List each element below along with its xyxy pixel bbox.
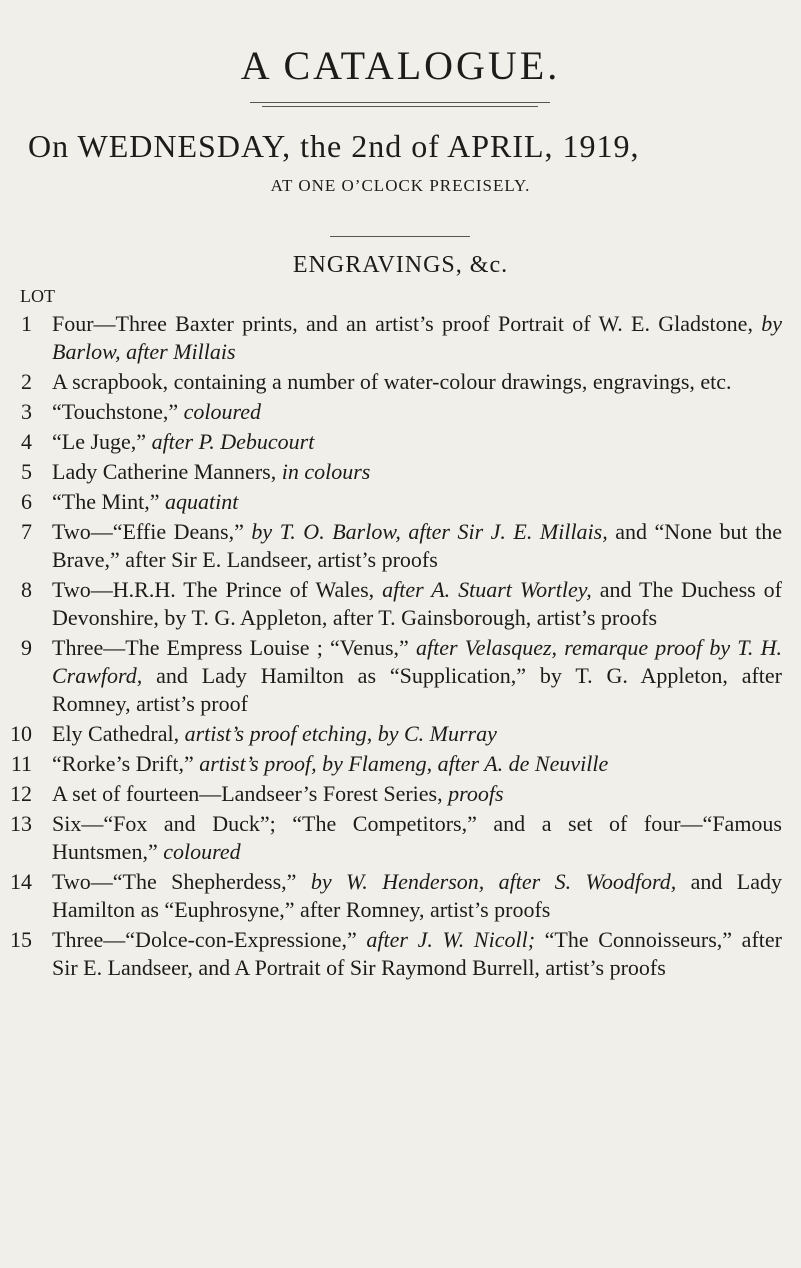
lot-entry	[0, 780, 801, 808]
lot-attribution: by Barlow, after Millais	[52, 311, 782, 364]
lot-text: Three—“Dolce-con-Expressione,”	[52, 927, 367, 952]
sale-date: On WEDNESDAY, the 2nd of APRIL, 1919,	[28, 128, 640, 164]
lot-entry	[0, 926, 801, 982]
lot-text: Six—“Fox and Duck”; “The Competitors,” and a set of four—“Famous Huntsmen,”	[52, 811, 782, 864]
lot-text: Two—“The Shepherdess,”	[52, 869, 311, 894]
lot-description	[52, 780, 782, 808]
lot-entry	[0, 458, 801, 486]
lot-text-continued: and “None but the Brave,” after Sir E. Landseer, artist’s proofs	[52, 519, 782, 572]
lot-attribution: after A. Stuart Wortley,	[382, 577, 592, 602]
lot-attribution: coloured	[163, 839, 241, 864]
lot-entry	[0, 488, 801, 516]
lot-attribution: artist’s proof etching, by C. Murray	[184, 721, 497, 746]
lot-number: 7	[21, 519, 32, 544]
lot-text: Three—The Empress Louise ; “Venus,”	[52, 635, 417, 660]
lot-text: “The Mint,”	[52, 489, 166, 514]
lot-number: 5	[21, 459, 32, 484]
lot-list	[0, 310, 801, 984]
lot-description	[52, 368, 782, 396]
lot-text: A scrapbook, containing a number of water-colour drawings, engravings, etc.	[52, 369, 732, 394]
lot-text-continued: and The Duchess of Devonshire, by T. G. Appleton, after T. Gainsborough, artist’s proofs	[52, 577, 782, 630]
lot-description	[52, 720, 782, 748]
lot-number: 10	[10, 721, 32, 746]
lot-text: “Touchstone,”	[52, 399, 184, 424]
section-rule	[330, 236, 470, 237]
lot-description	[52, 576, 782, 632]
lot-attribution: by T. O. Barlow, after Sir J. E. Millais,	[251, 519, 608, 544]
lot-number: 1	[21, 311, 32, 336]
lot-description	[52, 868, 782, 924]
lot-entry	[0, 576, 801, 632]
lot-text-continued: “The Connoisseurs,” after Sir E. Landseer, and A Portrait of Sir Raymond Burrell, artist’s proofs	[52, 927, 782, 980]
lot-number: 8	[21, 577, 32, 602]
lot-entry	[0, 310, 801, 366]
section-heading: ENGRAVINGS, &c.	[292, 252, 509, 278]
lot-attribution: proofs	[448, 781, 504, 806]
lot-entry	[0, 868, 801, 924]
lot-attribution: after P. Debucourt	[151, 429, 315, 454]
lot-number: 11	[10, 751, 32, 776]
lot-column-label: LOT	[20, 286, 55, 306]
lot-attribution: by W. Henderson, after S. Woodford,	[310, 869, 677, 894]
lot-text: Two—“Effie Deans,”	[52, 519, 252, 544]
title-rule-inner	[262, 106, 538, 107]
sale-time: AT ONE O’CLOCK PRECISELY.	[270, 176, 531, 195]
lot-entry	[0, 634, 801, 718]
lot-attribution: coloured	[183, 399, 262, 424]
lot-description	[52, 428, 782, 456]
lot-entry	[0, 750, 801, 778]
catalogue-title: A CATALOGUE.	[240, 43, 561, 88]
lot-number: 3	[21, 399, 32, 424]
lot-entry	[0, 368, 801, 396]
lot-text: “Le Juge,”	[52, 429, 152, 454]
lot-text-continued: and Lady Hamilton as “Euphrosyne,” after Romney, artist’s proofs	[52, 869, 782, 922]
lot-text: Ely Cathedral,	[52, 721, 185, 746]
lot-number: 2	[21, 369, 32, 394]
lot-description	[52, 518, 782, 574]
lot-number: 9	[21, 635, 32, 660]
lot-entry	[0, 810, 801, 866]
lot-text: Two—H.R.H. The Prince of Wales,	[52, 577, 383, 602]
lot-description	[52, 810, 782, 866]
title-rule	[250, 102, 550, 103]
lot-description	[52, 398, 782, 426]
lot-number: 4	[21, 429, 32, 454]
lot-attribution: after Velasquez, remarque proof by T. H. Crawford,	[52, 635, 782, 688]
lot-description	[52, 310, 782, 366]
lot-description	[52, 926, 782, 982]
lot-text: Four—Three Baxter prints, and an artist’s proof Portrait of W. E. Gladstone,	[52, 311, 762, 336]
lot-entry	[0, 720, 801, 748]
lot-text-continued: and Lady Hamilton as “Supplication,” by T. G. Appleton, after Romney, artist’s proof	[52, 663, 782, 716]
lot-number: 6	[21, 489, 32, 514]
lot-text: “Rorke’s Drift,”	[52, 751, 200, 776]
lot-number: 15	[10, 927, 32, 952]
lot-entry	[0, 428, 801, 456]
lot-text: A set of fourteen—Landseer’s Forest Series,	[52, 781, 449, 806]
lot-entry	[0, 398, 801, 426]
lot-description	[52, 458, 782, 486]
lot-attribution: artist’s proof, by Flameng, after A. de Neuville	[199, 751, 609, 776]
lot-attribution: after J. W. Nicoll;	[366, 927, 536, 952]
lot-number: 14	[10, 869, 32, 894]
lot-description	[52, 488, 782, 516]
lot-description	[52, 750, 782, 778]
lot-text: Lady Catherine Manners,	[52, 459, 282, 484]
lot-entry	[0, 518, 801, 574]
lot-description	[52, 634, 782, 718]
lot-number: 13	[10, 811, 32, 836]
lot-number: 12	[10, 781, 32, 806]
lot-attribution: in colours	[281, 459, 371, 484]
lot-attribution: aquatint	[165, 489, 239, 514]
